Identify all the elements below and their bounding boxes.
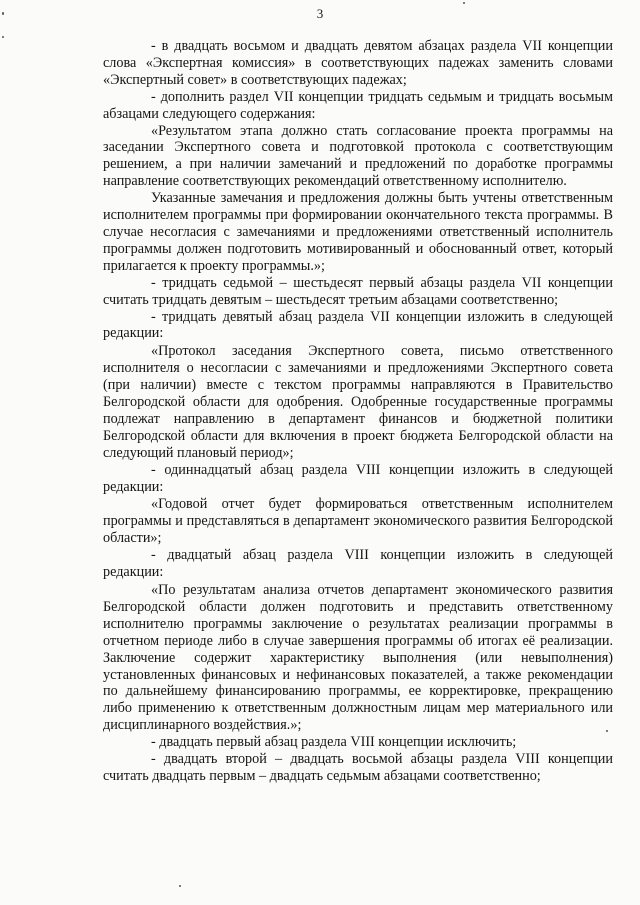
paragraph-quote-annual-report: «Годовой отчет будет формироваться ответственным исполнителем программы и представляться в департамент экономического развития Белгородской области»; [103,496,613,547]
paragraph-exclude-21: - двадцать первый абзац раздела VIII концепции исключить; [151,734,517,751]
paragraph-quote-protocol: «Протокол заседания Экспертного совета, письмо ответственного исполнителя о несогласии с замечаниями и предложениями Экспертного совета (при наличии) вместе с текстом программы направляются в Правительство Белгородской области для одобрения. Одобренные государственные программы подлежат направлению в департамент финансов и бюджетной политики Белгородской области для включения в проект бюджета Белгородской области на следующий плановый период»; [103,343,613,461]
paragraph-remarks: Указанные замечания и предложения должны быть учтены ответственным исполнителем программы при формировании окончательного текста программы. В случае несогласия с замечаниями и предложениями ответственный исполнитель программы должен подготовить мотивированный и обоснованный ответ, который прилагается к проекту программы.»; [103,190,613,274]
paragraph-restate-39: - тридцать девятый абзац раздела VII концепции изложить в следующей редакции: [103,308,613,342]
scan-speck [2,36,4,38]
paragraph-restate-20: - двадцатый абзац раздела VIII концепции изложить в следующей редакции: [103,547,613,581]
scan-speck [606,730,608,732]
paragraph-renumber-vii: - тридцать седьмой – шестьдесят первый абзацы раздела VII концепции считать тридцать девятым – шестьдесят третьим абзацами соответственно; [103,274,613,308]
paragraph-amend-words: - в двадцать восьмом и двадцать девятом абзацах раздела VII концепции слова «Экспертная комиссия» в соответствующих падежах заменить словами «Экспертный совет» в соответствующих падежах; [103,38,613,88]
scan-speck [179,885,181,887]
scan-speck [463,2,465,4]
document-body [103,38,613,785]
paragraph-restate-11: - одиннадцатый абзац раздела VIII концепции изложить в следующей редакции: [103,461,613,495]
paragraph-quote-result: «Результатом этапа должно стать согласование проекта программы на заседании Экспертного совета и подготовкой протокола с соответствующим решением, а при наличии замечаний и предложений по доработке программы направление соответствующих рекомендаций ответственному исполнителю. [103,122,613,190]
page-number: 3 [316,6,324,21]
paragraph-quote-analysis: «По результатам анализа отчетов департамент экономического развития Белгородской области должен подготовить и представить ответственному исполнителю программы заключение о результатах реализации программы в отчетном периоде либо в случае завершения программы об итогах её реализации. Заключение содержит характеристику выполнения (или невыполнения) установленных финансовых и нефинансовых показателей, а также рекомендации по дальнейшему финансированию программы, ее корректировке, прекращению либо применению к ответственным должностным лицам мер материального или дисциплинарного воздействия.»; [103,582,613,734]
paragraph-add-abzacy: - дополнить раздел VII концепции тридцать седьмым и тридцать восьмым абзацами следующего содержания: [103,88,613,122]
scan-speck [2,12,4,15]
paragraph-renumber-viii: - двадцать второй – двадцать восьмой абзацы раздела VIII концепции считать двадцать первым – двадцать седьмым абзацами соответственно; [103,751,613,784]
